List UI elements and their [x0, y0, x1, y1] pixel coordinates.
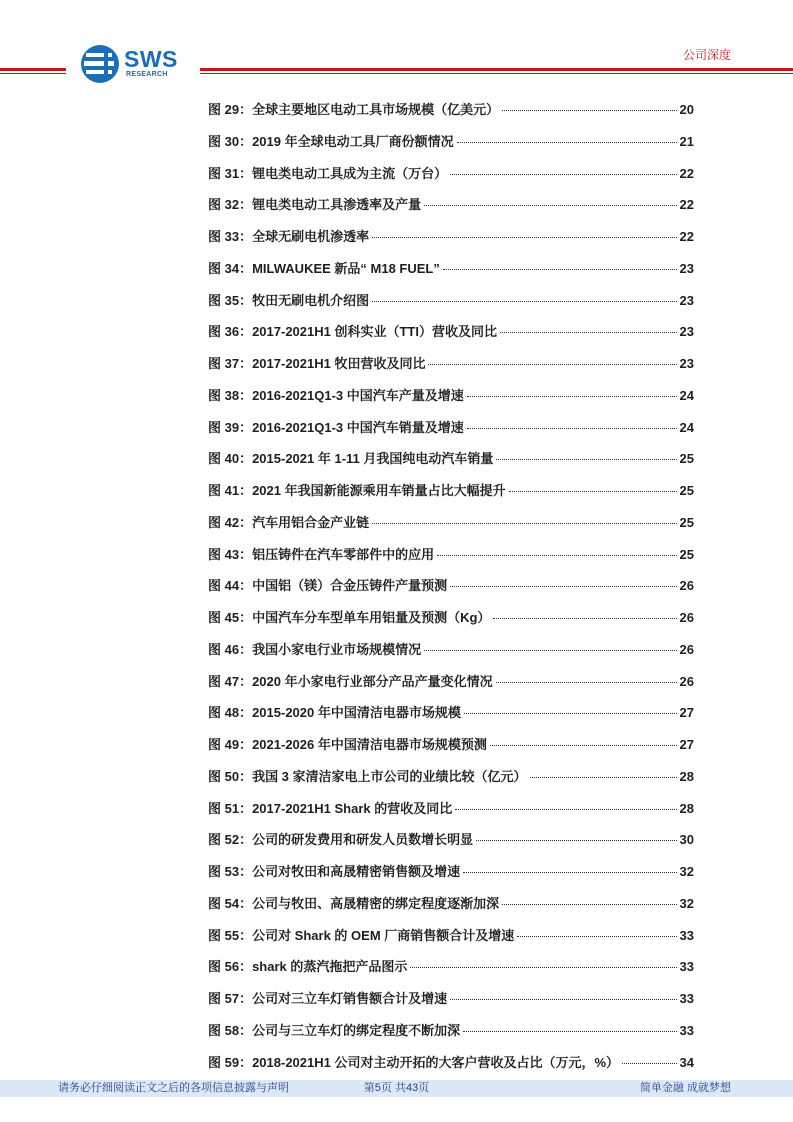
sws-logo-icon [80, 44, 120, 84]
toc-entry[interactable] [208, 257, 694, 289]
toc-entry-page: 32 [679, 895, 694, 911]
toc-entry-page: 26 [679, 673, 694, 689]
figure-list [208, 98, 694, 1082]
toc-dot-leader [502, 904, 676, 905]
toc-entry[interactable] [208, 320, 694, 352]
toc-entry-label: 图 29：全球主要地区电动工具市场规模（亿美元） [208, 102, 500, 117]
toc-dot-leader [530, 777, 677, 778]
toc-entry-page: 33 [679, 991, 694, 1006]
toc-dot-leader [496, 682, 677, 683]
logo-text: SWS [124, 46, 178, 72]
toc-entry[interactable] [208, 701, 694, 733]
toc-entry-label: 图 30：2019 年全球电动工具厂商份额情况 [208, 133, 454, 149]
toc-entry-page: 22 [679, 229, 694, 244]
logo-subtext: RESEARCH [126, 71, 168, 78]
toc-dot-leader [463, 1031, 676, 1032]
toc-entry-label: 图 45：中国汽车分车型单车用铝量及预测（Kg） [208, 610, 491, 625]
toc-entry[interactable] [208, 765, 694, 797]
toc-entry-page: 25 [679, 483, 694, 498]
toc-entry[interactable] [208, 670, 694, 702]
toc-entry-label: 图 43：铝压铸件在汽车零部件中的应用 [208, 546, 435, 562]
toc-dot-leader [450, 586, 676, 587]
toc-dot-leader [502, 110, 676, 111]
toc-entry-page: 23 [679, 356, 694, 371]
toc-entry-page: 28 [679, 768, 694, 784]
toc-entry-label: 图 47：2020 年小家电行业部分产品产量变化情况 [208, 673, 493, 689]
toc-entry-label: 图 44：中国铝（镁）合金压铸件产量预测 [208, 578, 448, 594]
toc-entry-label: 图 35：牧田无刷电机介绍图 [208, 292, 370, 308]
toc-entry-label: 图 38：2016-2021Q1-3 中国汽车产量及增速 [208, 387, 464, 403]
toc-entry[interactable] [208, 638, 694, 670]
toc-dot-leader [372, 523, 676, 524]
toc-entry[interactable] [208, 511, 694, 543]
toc-dot-leader [467, 396, 677, 397]
toc-dot-leader [410, 967, 676, 968]
page-header [0, 0, 793, 92]
toc-dot-leader [443, 269, 677, 270]
header-rule-right [200, 68, 793, 74]
toc-dot-leader [455, 809, 676, 810]
toc-entry-page: 33 [679, 1022, 694, 1038]
toc-entry-label: 图 42：汽车用铝合金产业链 [208, 514, 370, 530]
toc-entry-page: 26 [679, 578, 694, 594]
toc-dot-leader [493, 618, 676, 619]
toc-dot-leader [437, 555, 676, 556]
toc-dot-leader [372, 301, 676, 302]
toc-entry[interactable] [208, 1051, 694, 1083]
toc-entry-page: 26 [679, 641, 694, 657]
toc-dot-leader [424, 650, 676, 651]
toc-entry-page: 27 [679, 705, 694, 721]
toc-dot-leader [457, 142, 677, 143]
toc-entry-page: 21 [679, 133, 694, 149]
toc-entry[interactable] [208, 162, 694, 194]
toc-entry-page: 22 [679, 165, 694, 181]
toc-entry[interactable] [208, 416, 694, 448]
toc-entry-page: 20 [679, 102, 694, 117]
toc-entry[interactable] [208, 733, 694, 765]
toc-entry-label: 图 34：MILWAUKEE 新品“ M18 FUEL” [208, 260, 440, 276]
toc-entry-label: 图 32：锂电类电动工具渗透率及产量 [208, 197, 422, 213]
toc-entry-page: 30 [679, 832, 694, 848]
toc-entry-page: 25 [679, 451, 694, 467]
toc-entry-page: 25 [679, 514, 694, 530]
toc-dot-leader [450, 174, 676, 175]
toc-dot-leader [372, 237, 676, 238]
toc-entry[interactable] [208, 892, 694, 924]
toc-entry-label: 图 49：2021-2026 年中国清洁电器市场规模预测 [208, 737, 487, 752]
toc-entry[interactable] [208, 606, 694, 638]
toc-entry-page: 23 [679, 324, 694, 340]
toc-dot-leader [428, 364, 676, 365]
toc-entry-page: 27 [679, 737, 694, 752]
toc-entry[interactable] [208, 574, 694, 606]
toc-entry-page: 23 [679, 292, 694, 308]
toc-dot-leader [496, 459, 676, 460]
toc-entry[interactable] [208, 193, 694, 225]
toc-entry[interactable] [208, 289, 694, 321]
toc-dot-leader [490, 745, 677, 746]
page-footer [0, 1080, 793, 1097]
toc-dot-leader [622, 1063, 677, 1064]
toc-entry-page: 25 [679, 546, 694, 562]
toc-entry-page: 34 [679, 1054, 694, 1070]
toc-entry-label: 图 56：shark 的蒸汽拖把产品图示 [208, 959, 408, 975]
toc-entry[interactable] [208, 828, 694, 860]
toc-entry-label: 图 33：全球无刷电机渗透率 [208, 229, 370, 244]
report-type-tag: 公司深度 [682, 48, 731, 62]
toc-entry[interactable] [208, 352, 694, 384]
footer-slogan: 简单金融 成就梦想 [639, 1082, 731, 1094]
toc-entry[interactable] [208, 797, 694, 829]
toc-entry[interactable] [208, 543, 694, 575]
toc-entry-page: 32 [679, 864, 694, 879]
toc-entry-page: 24 [679, 387, 694, 403]
toc-dot-leader [509, 491, 677, 492]
footer-disclaimer: 请务必仔细阅读正文之后的各项信息披露与声明 [58, 1082, 289, 1094]
toc-entry-page: 26 [679, 610, 694, 625]
toc-entry-page: 22 [679, 197, 694, 213]
toc-entry[interactable] [208, 1019, 694, 1051]
toc-entry[interactable] [208, 98, 694, 130]
toc-entry-label: 图 41：2021 年我国新能源乘用车销量占比大幅提升 [208, 483, 506, 498]
toc-entry-label: 图 51：2017-2021H1 Shark 的营收及同比 [208, 800, 453, 816]
toc-entry-label: 图 36：2017-2021H1 创科实业（TTI）营收及同比 [208, 324, 497, 340]
toc-entry[interactable] [208, 987, 694, 1019]
toc-dot-leader [476, 840, 676, 841]
toc-entry-label: 图 31：锂电类电动工具成为主流（万台） [208, 165, 448, 181]
toc-entry[interactable] [208, 130, 694, 162]
toc-entry-page: 23 [679, 260, 694, 276]
toc-dot-leader [424, 205, 676, 206]
toc-entry-label: 图 57：公司对三立车灯销售额合计及增速 [208, 991, 448, 1006]
toc-entry-label: 图 52：公司的研发费用和研发人员数增长明显 [208, 832, 474, 848]
toc-dot-leader [463, 872, 676, 873]
toc-entry-label: 图 48：2015-2020 年中国清洁电器市场规模 [208, 705, 461, 721]
toc-entry[interactable] [208, 225, 694, 257]
toc-entry[interactable] [208, 447, 694, 479]
toc-entry-page: 33 [679, 927, 694, 943]
toc-dot-leader [467, 428, 677, 429]
toc-entry[interactable] [208, 860, 694, 892]
toc-entry[interactable] [208, 384, 694, 416]
toc-dot-leader [500, 332, 677, 333]
toc-entry[interactable] [208, 924, 694, 956]
toc-dot-leader [464, 713, 677, 714]
toc-dot-leader [517, 936, 676, 937]
toc-entry[interactable] [208, 479, 694, 511]
toc-entry-label: 图 50：我国 3 家清洁家电上市公司的业绩比较（亿元） [208, 768, 527, 784]
footer-page-number: 第5页 共43页 [363, 1082, 430, 1094]
toc-entry-label: 图 55：公司对 Shark 的 OEM 厂商销售额合计及增速 [208, 927, 515, 943]
header-rule-left [0, 68, 66, 74]
sws-logo [80, 44, 190, 84]
toc-entry-label: 图 58：公司与三立车灯的绑定程度不断加深 [208, 1022, 461, 1038]
toc-entry-page: 24 [679, 419, 694, 435]
toc-entry-label: 图 39：2016-2021Q1-3 中国汽车销量及增速 [208, 419, 464, 435]
toc-entry-label: 图 40：2015-2021 年 1-11 月我国纯电动汽车销量 [208, 451, 494, 467]
toc-entry-label: 图 54：公司与牧田、高晟精密的绑定程度逐渐加深 [208, 895, 500, 911]
toc-entry-page: 28 [679, 800, 694, 816]
toc-entry-label: 图 37：2017-2021H1 牧田营收及同比 [208, 356, 426, 371]
toc-entry-label: 图 46：我国小家电行业市场规模情况 [208, 641, 422, 657]
toc-dot-leader [450, 999, 676, 1000]
toc-entry-label: 图 53：公司对牧田和高晟精密销售额及增速 [208, 864, 461, 879]
toc-entry-page: 33 [679, 959, 694, 975]
toc-entry[interactable] [208, 955, 694, 987]
toc-entry-label: 图 59：2018-2021H1 公司对主动开拓的大客户营收及占比（万元，%） [208, 1054, 620, 1070]
